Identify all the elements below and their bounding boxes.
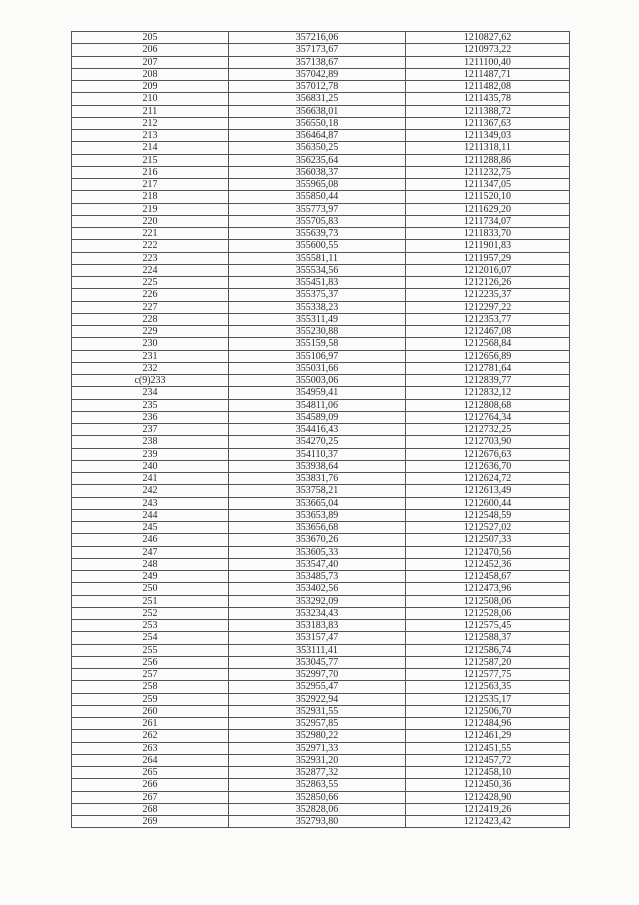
table-row <box>72 387 570 399</box>
point-number-cell: 225 <box>72 277 229 289</box>
y-coordinate-cell: 1212781,64 <box>406 362 570 374</box>
y-coordinate-cell: 1212297,22 <box>406 301 570 313</box>
y-coordinate-cell: 1212588,37 <box>406 632 570 644</box>
table-row <box>72 546 570 558</box>
table-row <box>72 803 570 815</box>
table-row <box>72 730 570 742</box>
y-coordinate-cell: 1212676,63 <box>406 448 570 460</box>
table-row <box>72 240 570 252</box>
table-row <box>72 105 570 117</box>
x-coordinate-cell: 356235,64 <box>229 154 406 166</box>
y-coordinate-cell: 1212452,36 <box>406 558 570 570</box>
y-coordinate-cell: 1212732,25 <box>406 424 570 436</box>
y-coordinate-cell: 1210827,62 <box>406 32 570 44</box>
point-number-cell: 238 <box>72 436 229 448</box>
point-number-cell: 254 <box>72 632 229 644</box>
x-coordinate-cell: 356350,25 <box>229 142 406 154</box>
point-number-cell: 217 <box>72 179 229 191</box>
x-coordinate-cell: 357012,78 <box>229 81 406 93</box>
x-coordinate-cell: 355311,49 <box>229 313 406 325</box>
table-row <box>72 742 570 754</box>
y-coordinate-cell: 1211520,10 <box>406 191 570 203</box>
point-number-cell: 269 <box>72 816 229 828</box>
y-coordinate-cell: 1211435,78 <box>406 93 570 105</box>
point-number-cell: 258 <box>72 681 229 693</box>
y-coordinate-cell: 1211482,08 <box>406 81 570 93</box>
x-coordinate-cell: 355850,44 <box>229 191 406 203</box>
table-row <box>72 264 570 276</box>
table-row <box>72 681 570 693</box>
point-number-cell: 223 <box>72 252 229 264</box>
point-number-cell: 212 <box>72 117 229 129</box>
y-coordinate-cell: 1212458,67 <box>406 571 570 583</box>
table-row <box>72 632 570 644</box>
table-row <box>72 693 570 705</box>
table-row <box>72 583 570 595</box>
point-number-cell: 236 <box>72 411 229 423</box>
x-coordinate-cell: 352931,20 <box>229 754 406 766</box>
point-number-cell: 244 <box>72 509 229 521</box>
point-number-cell: 242 <box>72 485 229 497</box>
x-coordinate-cell: 353656,68 <box>229 522 406 534</box>
y-coordinate-cell: 1212457,72 <box>406 754 570 766</box>
point-number-cell: 232 <box>72 362 229 374</box>
y-coordinate-cell: 1212568,84 <box>406 338 570 350</box>
table-row <box>72 32 570 44</box>
y-coordinate-cell: 1212613,49 <box>406 485 570 497</box>
point-number-cell: 251 <box>72 595 229 607</box>
y-coordinate-cell: 1212832,12 <box>406 387 570 399</box>
x-coordinate-cell: 352828,06 <box>229 803 406 815</box>
x-coordinate-cell: 356831,25 <box>229 93 406 105</box>
y-coordinate-cell: 1212126,26 <box>406 277 570 289</box>
table-row <box>72 215 570 227</box>
point-number-cell: 211 <box>72 105 229 117</box>
table-row <box>72 93 570 105</box>
point-number-cell: 243 <box>72 497 229 509</box>
table-row <box>72 142 570 154</box>
x-coordinate-cell: 354110,37 <box>229 448 406 460</box>
x-coordinate-cell: 356638,01 <box>229 105 406 117</box>
table-row <box>72 485 570 497</box>
x-coordinate-cell: 353670,26 <box>229 534 406 546</box>
point-number-cell: 231 <box>72 350 229 362</box>
point-number-cell: 260 <box>72 705 229 717</box>
x-coordinate-cell: 355451,83 <box>229 277 406 289</box>
table-row <box>72 534 570 546</box>
y-coordinate-cell: 1211487,71 <box>406 68 570 80</box>
table-row <box>72 571 570 583</box>
x-coordinate-cell: 353485,73 <box>229 571 406 583</box>
point-number-cell: 214 <box>72 142 229 154</box>
table-row <box>72 669 570 681</box>
y-coordinate-cell: 1211833,70 <box>406 228 570 240</box>
y-coordinate-cell: 1212470,56 <box>406 546 570 558</box>
y-coordinate-cell: 1212636,70 <box>406 460 570 472</box>
x-coordinate-cell: 355705,83 <box>229 215 406 227</box>
y-coordinate-cell: 1212600,44 <box>406 497 570 509</box>
table-row <box>72 705 570 717</box>
y-coordinate-cell: 1211957,29 <box>406 252 570 264</box>
point-number-cell: 210 <box>72 93 229 105</box>
y-coordinate-cell: 1210973,22 <box>406 44 570 56</box>
y-coordinate-cell: 1211318,11 <box>406 142 570 154</box>
point-number-cell: 253 <box>72 620 229 632</box>
y-coordinate-cell: 1212506,70 <box>406 705 570 717</box>
x-coordinate-cell: 353938,64 <box>229 460 406 472</box>
x-coordinate-cell: 353111,41 <box>229 644 406 656</box>
y-coordinate-cell: 1211349,03 <box>406 130 570 142</box>
table-row <box>72 509 570 521</box>
x-coordinate-cell: 352877,32 <box>229 767 406 779</box>
x-coordinate-cell: 352922,94 <box>229 693 406 705</box>
point-number-cell: 235 <box>72 399 229 411</box>
point-number-cell: 224 <box>72 264 229 276</box>
x-coordinate-cell: 353653,89 <box>229 509 406 521</box>
point-number-cell: 250 <box>72 583 229 595</box>
y-coordinate-cell: 1212461,29 <box>406 730 570 742</box>
x-coordinate-cell: 354959,41 <box>229 387 406 399</box>
point-number-cell: 245 <box>72 522 229 534</box>
y-coordinate-cell: 1212450,36 <box>406 779 570 791</box>
table-row <box>72 767 570 779</box>
point-number-cell: 216 <box>72 166 229 178</box>
table-row <box>72 326 570 338</box>
table-row <box>72 718 570 730</box>
point-number-cell: 266 <box>72 779 229 791</box>
table-row <box>72 313 570 325</box>
x-coordinate-cell: 353831,76 <box>229 473 406 485</box>
x-coordinate-cell: 355106,97 <box>229 350 406 362</box>
point-number-cell: 256 <box>72 656 229 668</box>
point-number-cell: 255 <box>72 644 229 656</box>
x-coordinate-cell: 353183,83 <box>229 620 406 632</box>
x-coordinate-cell: 355230,88 <box>229 326 406 338</box>
x-coordinate-cell: 356038,37 <box>229 166 406 178</box>
point-number-cell: 240 <box>72 460 229 472</box>
x-coordinate-cell: 353045,77 <box>229 656 406 668</box>
y-coordinate-cell: 1212764,34 <box>406 411 570 423</box>
x-coordinate-cell: 352863,55 <box>229 779 406 791</box>
table-row <box>72 448 570 460</box>
point-number-cell: 263 <box>72 742 229 754</box>
point-number-cell: 208 <box>72 68 229 80</box>
y-coordinate-cell: 1212703,90 <box>406 436 570 448</box>
y-coordinate-cell: 1211347,05 <box>406 179 570 191</box>
y-coordinate-cell: 1211629,20 <box>406 203 570 215</box>
y-coordinate-cell: 1212458,10 <box>406 767 570 779</box>
x-coordinate-cell: 356464,87 <box>229 130 406 142</box>
y-coordinate-cell: 1212535,17 <box>406 693 570 705</box>
x-coordinate-cell: 355031,66 <box>229 362 406 374</box>
x-coordinate-cell: 353665,04 <box>229 497 406 509</box>
table-row <box>72 44 570 56</box>
x-coordinate-cell: 355534,56 <box>229 264 406 276</box>
table-row <box>72 191 570 203</box>
point-number-cell: 239 <box>72 448 229 460</box>
point-number-cell: 241 <box>72 473 229 485</box>
table-row <box>72 779 570 791</box>
y-coordinate-cell: 1211734,07 <box>406 215 570 227</box>
point-number-cell: 248 <box>72 558 229 570</box>
point-number-cell: 267 <box>72 791 229 803</box>
x-coordinate-cell: 357173,67 <box>229 44 406 56</box>
point-number-cell: 237 <box>72 424 229 436</box>
table-row <box>72 289 570 301</box>
table-row <box>72 620 570 632</box>
point-number-cell: 264 <box>72 754 229 766</box>
table-row <box>72 362 570 374</box>
table-row <box>72 375 570 387</box>
y-coordinate-cell: 1212235,37 <box>406 289 570 301</box>
table-row <box>72 595 570 607</box>
x-coordinate-cell: 355159,58 <box>229 338 406 350</box>
y-coordinate-cell: 1212587,20 <box>406 656 570 668</box>
point-number-cell: 228 <box>72 313 229 325</box>
x-coordinate-cell: 354589,09 <box>229 411 406 423</box>
x-coordinate-cell: 357216,06 <box>229 32 406 44</box>
x-coordinate-cell: 352957,85 <box>229 718 406 730</box>
point-number-cell: c(9)233 <box>72 375 229 387</box>
x-coordinate-cell: 355581,11 <box>229 252 406 264</box>
point-number-cell: 252 <box>72 607 229 619</box>
table-row <box>72 656 570 668</box>
point-number-cell: 205 <box>72 32 229 44</box>
point-number-cell: 219 <box>72 203 229 215</box>
y-coordinate-cell: 1212575,45 <box>406 620 570 632</box>
x-coordinate-cell: 353157,47 <box>229 632 406 644</box>
point-number-cell: 230 <box>72 338 229 350</box>
table-row <box>72 522 570 534</box>
x-coordinate-cell: 352955,47 <box>229 681 406 693</box>
x-coordinate-cell: 353605,33 <box>229 546 406 558</box>
table-row <box>72 436 570 448</box>
x-coordinate-cell: 352980,22 <box>229 730 406 742</box>
y-coordinate-cell: 1212548,59 <box>406 509 570 521</box>
point-number-cell: 262 <box>72 730 229 742</box>
x-coordinate-cell: 353758,21 <box>229 485 406 497</box>
y-coordinate-cell: 1212528,06 <box>406 607 570 619</box>
point-number-cell: 259 <box>72 693 229 705</box>
x-coordinate-cell: 353402,56 <box>229 583 406 595</box>
y-coordinate-cell: 1211367,63 <box>406 117 570 129</box>
x-coordinate-cell: 355003,06 <box>229 375 406 387</box>
y-coordinate-cell: 1212577,75 <box>406 669 570 681</box>
y-coordinate-cell: 1212839,77 <box>406 375 570 387</box>
point-number-cell: 206 <box>72 44 229 56</box>
table-row <box>72 473 570 485</box>
point-number-cell: 229 <box>72 326 229 338</box>
table-row <box>72 179 570 191</box>
point-number-cell: 222 <box>72 240 229 252</box>
table-row <box>72 252 570 264</box>
y-coordinate-cell: 1212507,33 <box>406 534 570 546</box>
table-row <box>72 754 570 766</box>
y-coordinate-cell: 1212419,26 <box>406 803 570 815</box>
y-coordinate-cell: 1211100,40 <box>406 56 570 68</box>
point-number-cell: 213 <box>72 130 229 142</box>
x-coordinate-cell: 352997,70 <box>229 669 406 681</box>
table-row <box>72 68 570 80</box>
coordinates-table <box>71 31 570 828</box>
x-coordinate-cell: 355338,23 <box>229 301 406 313</box>
x-coordinate-cell: 354811,06 <box>229 399 406 411</box>
x-coordinate-cell: 357042,89 <box>229 68 406 80</box>
y-coordinate-cell: 1212624,72 <box>406 473 570 485</box>
table-row <box>72 154 570 166</box>
x-coordinate-cell: 356550,18 <box>229 117 406 129</box>
table-row <box>72 607 570 619</box>
table-row <box>72 350 570 362</box>
y-coordinate-cell: 1212016,07 <box>406 264 570 276</box>
y-coordinate-cell: 1211288,86 <box>406 154 570 166</box>
point-number-cell: 218 <box>72 191 229 203</box>
table-row <box>72 56 570 68</box>
x-coordinate-cell: 355965,08 <box>229 179 406 191</box>
table-row <box>72 81 570 93</box>
table-row <box>72 644 570 656</box>
table-row <box>72 497 570 509</box>
y-coordinate-cell: 1212527,02 <box>406 522 570 534</box>
point-number-cell: 265 <box>72 767 229 779</box>
x-coordinate-cell: 353292,09 <box>229 595 406 607</box>
table-row <box>72 277 570 289</box>
y-coordinate-cell: 1211901,83 <box>406 240 570 252</box>
y-coordinate-cell: 1212428,90 <box>406 791 570 803</box>
x-coordinate-cell: 354270,25 <box>229 436 406 448</box>
table-row <box>72 166 570 178</box>
y-coordinate-cell: 1212586,74 <box>406 644 570 656</box>
y-coordinate-cell: 1212508,06 <box>406 595 570 607</box>
table-row <box>72 338 570 350</box>
x-coordinate-cell: 355639,73 <box>229 228 406 240</box>
x-coordinate-cell: 355375,37 <box>229 289 406 301</box>
x-coordinate-cell: 353547,40 <box>229 558 406 570</box>
table-row <box>72 791 570 803</box>
table-row <box>72 130 570 142</box>
point-number-cell: 261 <box>72 718 229 730</box>
coordinates-table-body <box>72 32 570 828</box>
x-coordinate-cell: 355600,55 <box>229 240 406 252</box>
point-number-cell: 268 <box>72 803 229 815</box>
y-coordinate-cell: 1212563,35 <box>406 681 570 693</box>
point-number-cell: 220 <box>72 215 229 227</box>
point-number-cell: 226 <box>72 289 229 301</box>
point-number-cell: 246 <box>72 534 229 546</box>
y-coordinate-cell: 1212467,08 <box>406 326 570 338</box>
point-number-cell: 227 <box>72 301 229 313</box>
x-coordinate-cell: 355773,97 <box>229 203 406 215</box>
x-coordinate-cell: 352971,33 <box>229 742 406 754</box>
point-number-cell: 247 <box>72 546 229 558</box>
table-row <box>72 411 570 423</box>
table-row <box>72 228 570 240</box>
point-number-cell: 257 <box>72 669 229 681</box>
y-coordinate-cell: 1212656,89 <box>406 350 570 362</box>
y-coordinate-cell: 1212451,55 <box>406 742 570 754</box>
y-coordinate-cell: 1212484,96 <box>406 718 570 730</box>
table-row <box>72 117 570 129</box>
point-number-cell: 215 <box>72 154 229 166</box>
point-number-cell: 221 <box>72 228 229 240</box>
x-coordinate-cell: 357138,67 <box>229 56 406 68</box>
x-coordinate-cell: 352793,80 <box>229 816 406 828</box>
y-coordinate-cell: 1212423,42 <box>406 816 570 828</box>
x-coordinate-cell: 353234,43 <box>229 607 406 619</box>
y-coordinate-cell: 1211232,75 <box>406 166 570 178</box>
table-row <box>72 301 570 313</box>
x-coordinate-cell: 352850,66 <box>229 791 406 803</box>
y-coordinate-cell: 1211388,72 <box>406 105 570 117</box>
table-row <box>72 399 570 411</box>
point-number-cell: 207 <box>72 56 229 68</box>
table-row <box>72 424 570 436</box>
y-coordinate-cell: 1212353,77 <box>406 313 570 325</box>
table-row <box>72 816 570 828</box>
table-row <box>72 460 570 472</box>
x-coordinate-cell: 354416,43 <box>229 424 406 436</box>
table-row <box>72 558 570 570</box>
point-number-cell: 249 <box>72 571 229 583</box>
x-coordinate-cell: 352931,55 <box>229 705 406 717</box>
y-coordinate-cell: 1212808,68 <box>406 399 570 411</box>
table-row <box>72 203 570 215</box>
point-number-cell: 234 <box>72 387 229 399</box>
point-number-cell: 209 <box>72 81 229 93</box>
y-coordinate-cell: 1212473,96 <box>406 583 570 595</box>
